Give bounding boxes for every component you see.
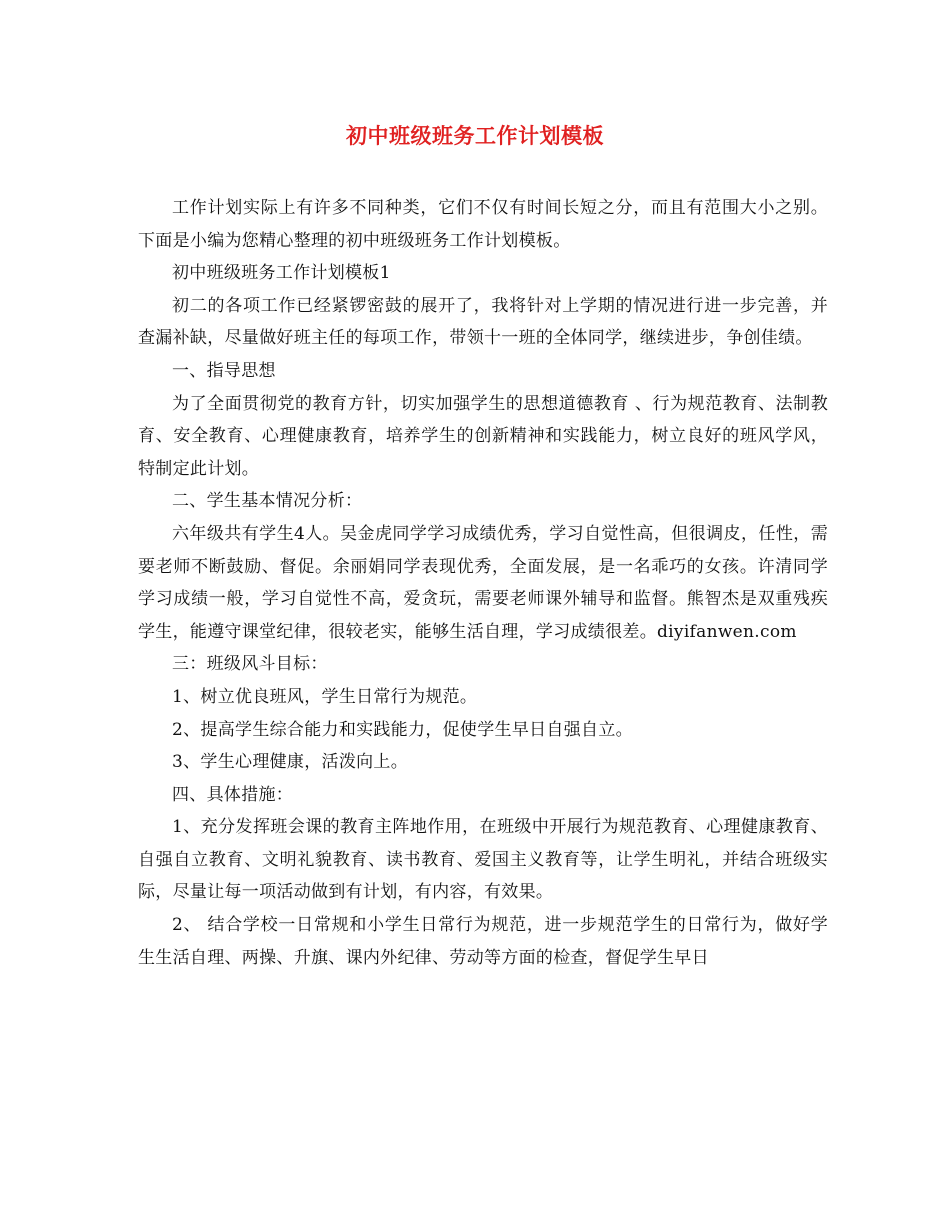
document-body <box>138 192 828 974</box>
paragraph-template-heading: 初中班级班务工作计划模板1 <box>172 263 391 284</box>
section-heading-student-analysis: 二、学生基本情况分析： <box>172 491 363 512</box>
paragraph-intro: 工作计划实际上有许多不同种类，它们不仅有时间长短之分，而且有范围大小之别。下面是小编为您精心整理的初中班级班务工作计划模板。 <box>138 198 828 251</box>
goal-item-2: 2、提高学生综合能力和实践能力，促使学生早日自强自立。 <box>172 719 633 740</box>
paragraph-opening: 初二的各项工作已经紧锣密鼓的展开了，我将针对上学期的情况进行进一步完善，并查漏补缺，尽量做好班主任的每项工作，带领十一班的全体同学，继续进步，争创佳绩。 <box>138 295 828 349</box>
document-title: 初中班级班务工作计划模板 <box>346 123 604 148</box>
section-heading-class-goals: 三：班级风斗目标： <box>172 654 328 675</box>
paragraph-student-analysis: 六年级共有学生4人。吴金虎同学学习成绩优秀，学习自觉性高，但很调皮，任性，需要老师不断鼓励、督促。余丽娟同学表现优秀，全面发展，是一名乖巧的女孩。许清同学学习成绩一般，学习自觉性不高，爱贪玩，需要老师课外辅导和监督。熊智杰是双重残疾学生，能遵守课堂纪律，很较老实，能够生活自理，学习成绩很差。diyifanwen.com <box>138 523 828 642</box>
section-heading-guiding-thought: 一、指导思想 <box>172 360 276 381</box>
paragraph-guiding-thought: 为了全面贯彻党的教育方针，切实加强学生的思想道德教育 、行为规范教育、法制教育、安全教育、心理健康教育，培养学生的创新精神和实践能力，树立良好的班风学风，特制定此计划。 <box>138 393 828 479</box>
goal-item-3: 3、学生心理健康，活泼向上。 <box>172 752 409 773</box>
goal-item-1: 1、树立优良班风，学生日常行为规范。 <box>172 686 478 707</box>
section-heading-measures: 四、具体措施： <box>172 784 294 805</box>
measure-item-2: 2、 结合学校一日常规和小学生日常行为规范，进一步规范学生的日常行为，做好学生生活自理、两操、升旗、课内外纪律、劳动等方面的检查，督促学生早日 <box>138 915 828 968</box>
measure-item-1: 1、充分发挥班会课的教育主阵地作用，在班级中开展行为规范教育、心理健康教育、自强自立教育、文明礼貌教育、读书教育、爱国主义教育等，让学生明礼，并结合班级实际，尽量让每一项活动做到有计划，有内容，有效果。 <box>138 817 828 903</box>
